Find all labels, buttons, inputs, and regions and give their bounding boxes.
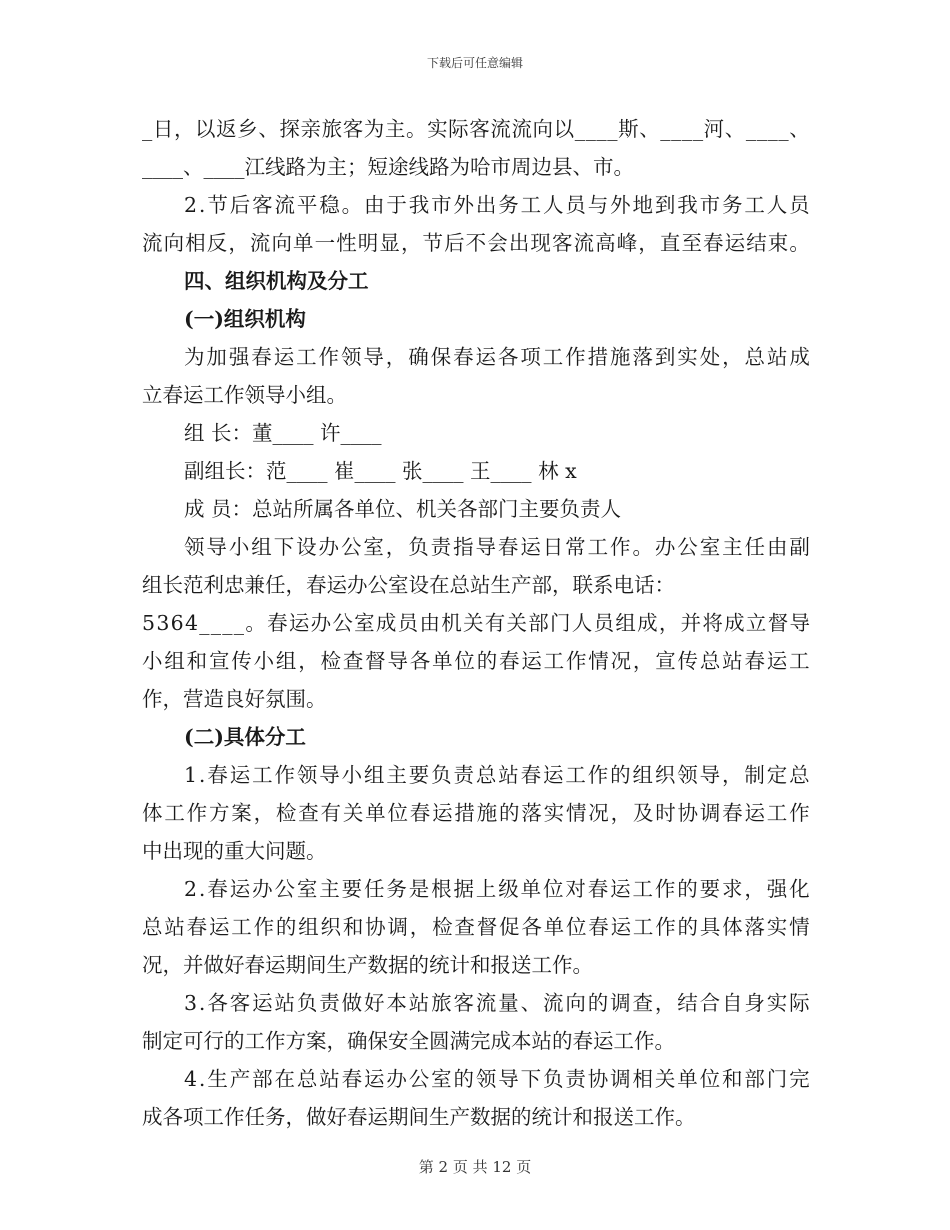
paragraph-passenger-flow-direction <box>142 110 810 186</box>
paragraph-duty-1 <box>142 756 810 870</box>
text-line: 况，并做好春运期间生产数据的统计和报送工作。 <box>142 953 593 977</box>
text-line: 流 向 相 反 ， 流 向 单 一 性 明 显 ， 节 后 不 会 出 现 客 流 高 峰 ， 直 至 春 运 结 束 。 <box>142 231 810 255</box>
page-header: 下载后可任意编辑 <box>426 56 523 70</box>
members-line: 成 员：总站所属各单位、机关各部门主要负责人 <box>184 497 622 521</box>
text-line: 立春运工作领导小组。 <box>142 383 347 407</box>
text-line: 中出现的重大问题。 <box>142 839 327 863</box>
paragraph-office-setup <box>142 528 810 718</box>
text-line: 3 . 各 客 运 站 负 责 做 好 本 站 旅 客 流 量 、 流 向 的 调 查 ， 结 合 自 身 实 际 <box>184 991 810 1015</box>
text-line: 领 导 小 组 下 设 办 公 室 ， 负 责 指 导 春 运 日 常 工 作 。 办 公 室 主 任 由 副 <box>184 535 810 559</box>
paragraph-duty-2 <box>142 870 810 984</box>
page-number: 第 2 页 共 12 页 <box>418 1158 532 1176</box>
text-line: 组长范利忠兼任，春运办公室设在总站生产部，联系电话： <box>142 573 675 597</box>
document-body <box>142 110 810 1136</box>
text-line: ____、____江线路为主；短途线路为哈市周边县、市。 <box>142 155 634 179</box>
text-line: 2 . 节 后 客 流 平 稳 。 由 于 我 市 外 出 务 工 人 员 与 外 地 到 我 市 务 工 人 员 <box>184 193 810 217</box>
paragraph-duty-3 <box>142 984 810 1060</box>
paragraph-duty-4 <box>142 1060 810 1136</box>
subsection-heading: (二)具体分工 <box>184 725 306 749</box>
text-line: 4 . 生 产 部 在 总 站 春 运 办 公 室 的 领 导 下 负 责 协 调 相 关 单 位 和 部 门 完 <box>184 1067 810 1091</box>
group-leader-line: 组 长：董____ 许____ <box>184 421 382 445</box>
text-line: 1 . 春 运 工 作 领 导 小 组 主 要 负 责 总 站 春 运 工 作 的 组 织 领 导 ， 制 定 总 <box>184 763 810 787</box>
text-line: 2 . 春 运 办 公 室 主 要 任 务 是 根 据 上 级 单 位 对 春 运 工 作 的 要 求 ， 强 化 <box>184 877 810 901</box>
text-line: _ 日 ， 以 返 乡 、 探 亲 旅 客 为 主 。 实 际 客 流 流 向 以 _ _ _ _ 斯 、 _ _ _ _ 河 、 _ _ _ _ 、 <box>142 117 810 141</box>
section-heading: 四、组织机构及分工 <box>184 269 369 293</box>
deputy-leader-line: 副组长：范____ 崔____ 张____ 王____ 林 x <box>184 459 577 483</box>
text-line: 总 站 春 运 工 作 的 组 织 和 协 调 ， 检 查 督 促 各 单 位 春 运 工 作 的 具 体 落 实 情 <box>142 915 810 939</box>
text-line: 小 组 和 宣 传 小 组 ， 检 查 督 导 各 单 位 的 春 运 工 作 情 况 ， 宣 传 总 站 春 运 工 <box>142 649 810 673</box>
paragraph-post-holiday-flow <box>142 186 810 262</box>
text-line: 制定可行的工作方案，确保安全圆满完成本站的春运工作。 <box>142 1029 675 1053</box>
text-line: 为 加 强 春 运 工 作 领 导 ， 确 保 春 运 各 项 工 作 措 施 落 到 实 处 ， 总 站 成 <box>184 345 810 369</box>
subsection-heading: (一)组织机构 <box>184 307 306 331</box>
text-line: 作，营造良好氛围。 <box>142 687 327 711</box>
text-line: 成各项工作任务，做好春运期间生产数据的统计和报送工作。 <box>142 1105 696 1129</box>
text-line: 5 3 6 4 _ _ _ _ 。 春 运 办 公 室 成 员 由 机 关 有 关 部 门 人 员 组 成 ， 并 将 成 立 督 导 <box>142 611 810 635</box>
paragraph-leadership-group <box>142 338 810 414</box>
text-line: 体 工 作 方 案 ， 检 查 有 关 单 位 春 运 措 施 的 落 实 情 况 ， 及 时 协 调 春 运 工 作 <box>142 801 810 825</box>
